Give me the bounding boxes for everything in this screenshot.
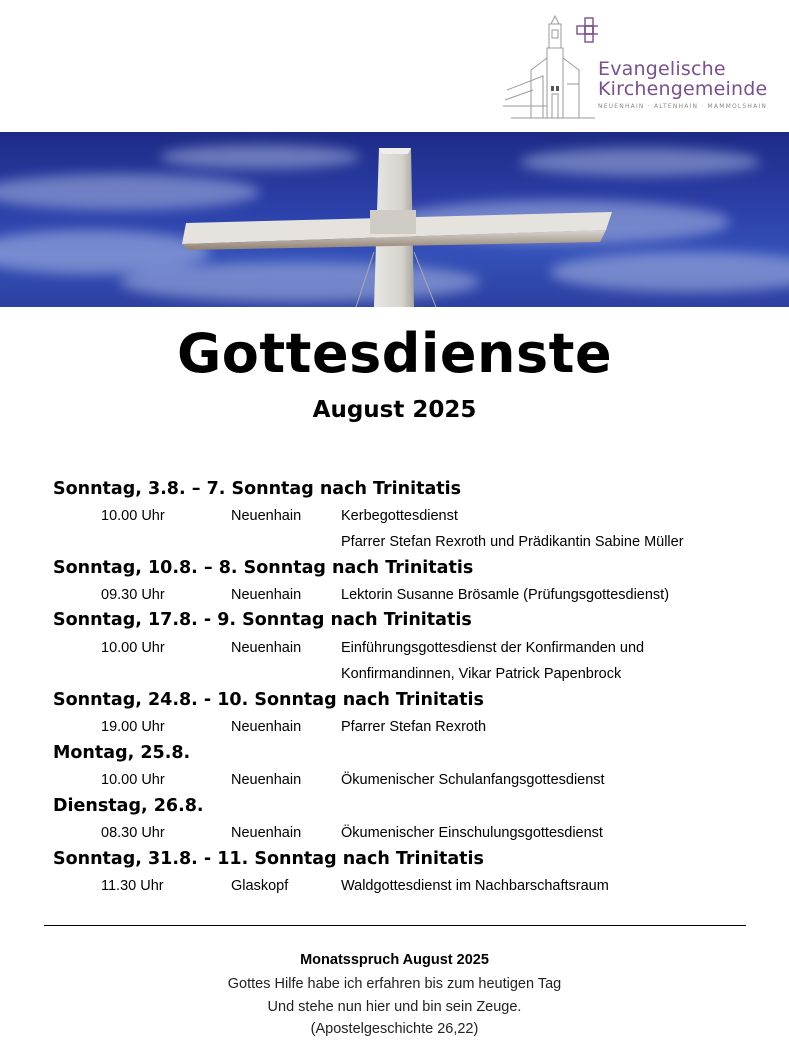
- service-day-heading: Sonntag, 3.8. – 7. Sonntag nach Trinitatis: [53, 479, 462, 499]
- monthly-verse-source: (Apostelgeschichte 26,22): [310, 1021, 479, 1037]
- divider: [44, 925, 746, 926]
- monthly-verse-title: Monatsspruch August 2025: [300, 952, 489, 968]
- service-day-heading: Montag, 25.8.: [53, 743, 191, 763]
- service-day-heading: Sonntag, 31.8. - 11. Sonntag nach Trinitatis: [53, 849, 484, 869]
- church-building-icon: [503, 14, 598, 126]
- service-place: Neuenhain: [231, 772, 302, 788]
- monthly-verse-line: Und stehe nun hier und bin sein Zeuge.: [267, 999, 522, 1015]
- service-description: Ökumenischer Einschulungsgottesdienst: [341, 825, 603, 841]
- service-day-heading: Sonntag, 10.8. – 8. Sonntag nach Trinitatis: [53, 558, 474, 578]
- service-place: Glaskopf: [231, 878, 289, 894]
- service-place: Neuenhain: [231, 640, 302, 656]
- service-description: Waldgottesdienst im Nachbarschaftsraum: [341, 878, 609, 894]
- service-description: Kerbegottesdienst: [341, 508, 458, 524]
- service-day-heading: Sonntag, 17.8. - 9. Sonntag nach Trinitatis: [53, 610, 472, 630]
- monthly-verse-line: Gottes Hilfe habe ich erfahren bis zum heutigen Tag: [227, 976, 562, 992]
- service-place: Neuenhain: [231, 719, 302, 735]
- service-time: 11.30 Uhr: [101, 878, 164, 894]
- cross-banner-image: [0, 132, 789, 307]
- service-time: 10.00 Uhr: [101, 508, 165, 524]
- service-time: 19.00 Uhr: [101, 719, 165, 735]
- service-description: Konfirmandinnen, Vikar Patrick Papenbrock: [341, 666, 622, 682]
- logo-text-line2: Kirchengemeinde: [598, 78, 768, 100]
- service-day-heading: Sonntag, 24.8. - 10. Sonntag nach Trinitatis: [53, 690, 484, 710]
- service-day-heading: Dienstag, 26.8.: [53, 796, 204, 816]
- logo-places: NEUENHAIN · ALTENHAIN · MAMMOLSHAIN: [598, 103, 768, 110]
- page-subtitle: August 2025: [312, 397, 477, 423]
- church-logo: [503, 14, 783, 126]
- service-time: 08.30 Uhr: [101, 825, 165, 841]
- service-time: 10.00 Uhr: [101, 772, 165, 788]
- page-title: Gottesdienste: [176, 322, 613, 385]
- service-time: 09.30 Uhr: [101, 587, 165, 603]
- service-description: Pfarrer Stefan Rexroth und Prädikantin Sabine Müller: [341, 534, 684, 550]
- service-place: Neuenhain: [231, 508, 302, 524]
- service-place: Neuenhain: [231, 825, 302, 841]
- service-description: Pfarrer Stefan Rexroth: [341, 719, 487, 735]
- logo-text-line1: Evangelische: [598, 58, 726, 80]
- service-description: Einführungsgottesdienst der Konfirmanden und: [341, 640, 645, 656]
- service-place: Neuenhain: [231, 587, 302, 603]
- service-time: 10.00 Uhr: [101, 640, 165, 656]
- service-description: Ökumenischer Schulanfangsgottesdienst: [341, 772, 605, 788]
- service-description: Lektorin Susanne Brösamle (Prüfungsgottesdienst): [341, 587, 670, 603]
